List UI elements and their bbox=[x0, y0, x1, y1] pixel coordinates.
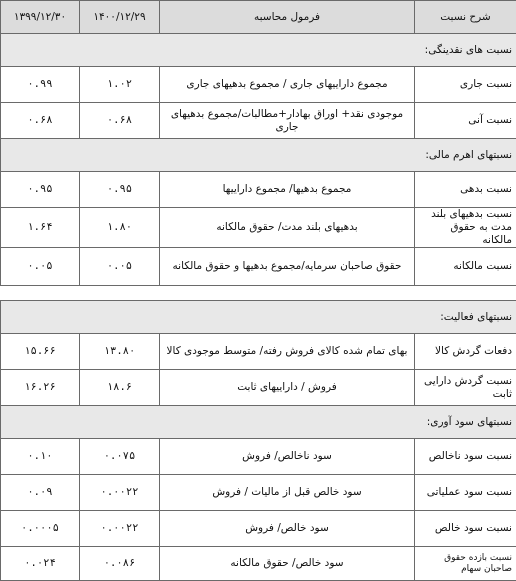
value-prior: ۱.۶۴ bbox=[1, 208, 80, 248]
value-current: ۱۸.۶ bbox=[80, 370, 160, 406]
table-row bbox=[1, 439, 516, 475]
value-prior: ۰.۹۹ bbox=[1, 67, 80, 103]
ratio-name: نسبت سود خالص bbox=[415, 511, 516, 547]
section-header-profitability bbox=[1, 406, 516, 439]
col-header-name: شرح نسبت bbox=[415, 1, 516, 34]
ratio-name: نسبت آنی bbox=[415, 103, 516, 139]
value-current: ۰.۰۰۲۲ bbox=[80, 475, 160, 511]
value-prior: ۰.۰۲۴ bbox=[1, 547, 80, 581]
ratio-name: نسبت بدهیهای بلند مدت به حقوق مالکانه bbox=[415, 208, 516, 248]
ratio-formula: بدهیهای بلند مدت/ حقوق مالکانه bbox=[160, 208, 415, 248]
value-current: ۰.۰۰۲۲ bbox=[80, 511, 160, 547]
value-prior: ۱۵.۶۶ bbox=[1, 334, 80, 370]
value-prior: ۰.۰۵ bbox=[1, 248, 80, 286]
header-row bbox=[1, 1, 516, 34]
ratio-name: دفعات گردش کالا bbox=[415, 334, 516, 370]
ratio-name: نسبت سود ناخالص bbox=[415, 439, 516, 475]
spacer-row bbox=[1, 286, 516, 301]
ratio-formula: سود ناخالص/ فروش bbox=[160, 439, 415, 475]
ratio-name: نسبت سود عملیاتی bbox=[415, 475, 516, 511]
ratio-formula: موجودی نقد+ اوراق بهادار+مطالبات/مجموع بدهیهای جاری bbox=[160, 103, 415, 139]
value-current: ۱۳.۸۰ bbox=[80, 334, 160, 370]
table-row bbox=[1, 103, 516, 139]
ratio-formula: سود خالص/ حقوق مالکانه bbox=[160, 547, 415, 581]
ratio-name: نسبت جاری bbox=[415, 67, 516, 103]
table-row bbox=[1, 334, 516, 370]
ratio-formula: فروش / داراییهای ثابت bbox=[160, 370, 415, 406]
value-prior: ۰.۹۵ bbox=[1, 172, 80, 208]
value-current: ۱.۸۰ bbox=[80, 208, 160, 248]
section-header-liquidity bbox=[1, 34, 516, 67]
value-prior: ۱۶.۲۶ bbox=[1, 370, 80, 406]
section-title: نسبت های نقدینگی: bbox=[1, 34, 516, 67]
col-header-formula: فرمول محاسبه bbox=[160, 1, 415, 34]
value-prior: ۰.۰۰۰۵ bbox=[1, 511, 80, 547]
ratio-formula: سود خالص قبل از مالیات / فروش bbox=[160, 475, 415, 511]
ratio-formula: مجموع داراییهای جاری / مجموع بدهیهای جاری bbox=[160, 67, 415, 103]
value-current: ۰.۰۷۵ bbox=[80, 439, 160, 475]
section-header-activity bbox=[1, 301, 516, 334]
table-row bbox=[1, 475, 516, 511]
table-row bbox=[1, 172, 516, 208]
ratio-formula: سود خالص/ فروش bbox=[160, 511, 415, 547]
col-header-year-prior: ۱۳۹۹/۱۲/۳۰ bbox=[1, 1, 80, 34]
ratio-formula: مجموع بدهیها/ مجموع داراییها bbox=[160, 172, 415, 208]
value-current: ۱.۰۲ bbox=[80, 67, 160, 103]
table-row bbox=[1, 547, 516, 581]
value-prior: ۰.۶۸ bbox=[1, 103, 80, 139]
table-row bbox=[1, 370, 516, 406]
table-row bbox=[1, 208, 516, 248]
value-current: ۰.۰۵ bbox=[80, 248, 160, 286]
section-title: نسبتهای اهرم مالی: bbox=[1, 139, 516, 172]
ratio-name: نسبت مالکانه bbox=[415, 248, 516, 286]
value-current: ۰.۶۸ bbox=[80, 103, 160, 139]
value-current: ۰.۰۸۶ bbox=[80, 547, 160, 581]
table-row bbox=[1, 248, 516, 286]
col-header-year-current: ۱۴۰۰/۱۲/۲۹ bbox=[80, 1, 160, 34]
value-current: ۰.۹۵ bbox=[80, 172, 160, 208]
table-row bbox=[1, 511, 516, 547]
value-prior: ۰.۰۹ bbox=[1, 475, 80, 511]
ratio-name: نسبت بدهی bbox=[415, 172, 516, 208]
section-title: نسبتهای سود آوری: bbox=[1, 406, 516, 439]
ratio-formula: حقوق صاحبان سرمایه/مجموع بدهیها و حقوق مالکانه bbox=[160, 248, 415, 286]
ratio-formula: بهای تمام شده کالای فروش رفته/ متوسط موجودی کالا bbox=[160, 334, 415, 370]
value-prior: ۰.۱۰ bbox=[1, 439, 80, 475]
ratio-name: نسبت گردش دارایی ثابت bbox=[415, 370, 516, 406]
ratio-name: نسبت بازده حقوق صاحبان سهام bbox=[415, 547, 516, 581]
section-header-leverage bbox=[1, 139, 516, 172]
table-row bbox=[1, 67, 516, 103]
section-title: نسبتهای فعالیت: bbox=[1, 301, 516, 334]
